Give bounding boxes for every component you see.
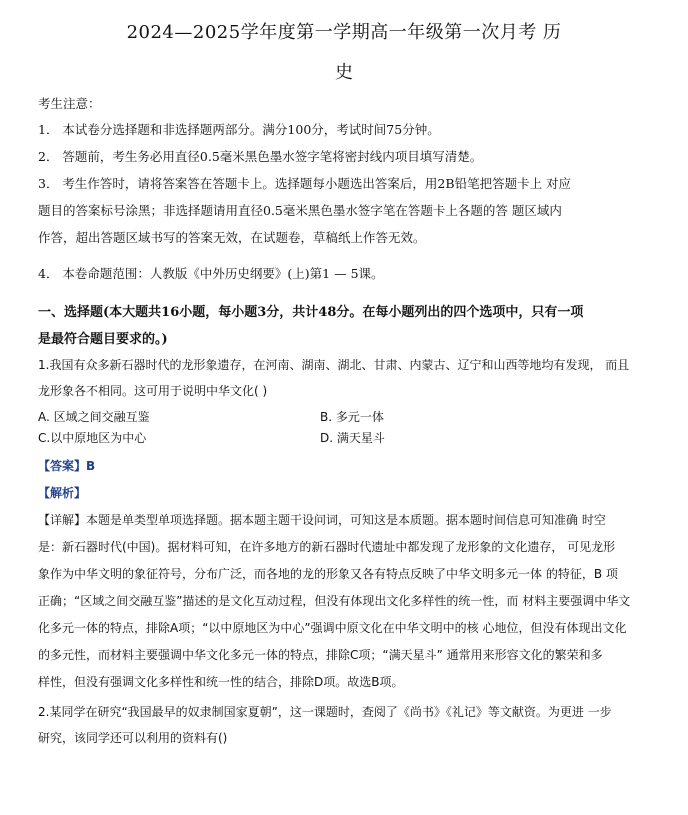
question-1-detail-line-6: 的多元性，而材料主要强调中华文化多元一体的特点，排除C项；“满天星斗” 通常用来形容文化的繁荣和多 xyxy=(38,648,603,662)
question-1-option-d: D. 满天星斗 xyxy=(320,431,385,445)
question-1-detail-line-1: 【详解】本题是单类型单项选择题。据本题主题干设问词，可知这是本质题。据本题时间信息可知准确 时空 xyxy=(38,513,606,527)
notice-heading: 考生注意： xyxy=(38,96,101,111)
notice-item-3-line-2: 题目的答案标号涂黑；非选择题请用直径0.5毫米黑色墨水签字笔在答题卡上各题的答 题区域内 xyxy=(38,203,562,218)
question-1-detail-line-4: 正确；“区域之间交融互鉴”描述的是文化互动过程，但没有体现出文化多样性的统一性，而 材料主要强调中华文 xyxy=(38,594,631,608)
page-title-continued: 史 xyxy=(335,62,353,83)
notice-item-3-line-1: 3． 考生作答时，请将答案答在答题卡上。选择题每小题选出答案后，用2B铅笔把答题卡上 对应 xyxy=(38,176,572,191)
notice-item-4: 4． 本卷命题范围：人教版《中外历史纲要》(上)第1 — 5课。 xyxy=(38,266,384,281)
question-1-detail-line-7: 样性，但没有强调文化多样性和统一性的结合，排除D项。故选B项。 xyxy=(38,675,404,689)
question-1-stem-line-1: 1.我国有众多新石器时代的龙形象遗存，在河南、湖南、湖北、甘肃、内蒙古、辽宁和山西等地均有发现， 而且 xyxy=(38,358,630,372)
question-2-stem-line-2: 研究，该同学还可以利用的资料有() xyxy=(38,731,228,745)
question-1-option-c: C.以中原地区为中心 xyxy=(38,431,147,445)
notice-item-3-line-3: 作答，超出答题区域书写的答案无效，在试题卷，草稿纸上作答无效。 xyxy=(38,230,426,245)
question-1-stem-line-2: 龙形象各不相同。这可用于说明中华文化( ) xyxy=(38,384,268,398)
page-title: 2024—2025学年度第一学期高一年级第一次月考 历 xyxy=(126,22,562,43)
question-1-option-a: A. 区域之间交融互鉴 xyxy=(38,410,150,424)
notice-item-2: 2． 答题前，考生务必用直径0.5毫米黑色墨水签字笔将密封线内项目填写清楚。 xyxy=(38,149,483,164)
question-1-analysis-heading: 【解析】 xyxy=(38,486,87,500)
question-1-detail-line-2: 是：新石器时代(中国)。据材料可知，在许多地方的新石器时代遗址中都发现了龙形象的文化遗存， 可见龙形 xyxy=(38,540,616,554)
question-1-detail-line-3: 象作为中华文明的象征符号，分布广泛，而各地的龙的形象又各有特点反映了中华文明多元一体 的特征，B 项 xyxy=(38,567,618,581)
question-1-option-b: B. 多元一体 xyxy=(320,410,384,424)
section-heading-line-1: 一、选择题(本大题共16小题，每小题3分，共计48分。在每小题列出的四个选项中，只有一项 xyxy=(38,305,584,320)
notice-item-1: 1． 本试卷分选择题和非选择题两部分。满分100分，考试时间75分钟。 xyxy=(38,122,440,137)
question-1-answer: 【答案】B xyxy=(38,459,96,473)
question-1-detail-line-5: 化多元一体的特点，排除A项；“以中原地区为中心”强调中原文化在中华文明中的核 心地位，但没有体现出文化 xyxy=(38,621,627,635)
question-2-stem-line-1: 2.某同学在研究“我国最早的奴隶制国家夏朝”，这一课题时，查阅了《尚书》《礼记》等文献资。为更进 一步 xyxy=(38,705,612,719)
section-heading-line-2: 是最符合题目要求的。) xyxy=(38,332,168,347)
